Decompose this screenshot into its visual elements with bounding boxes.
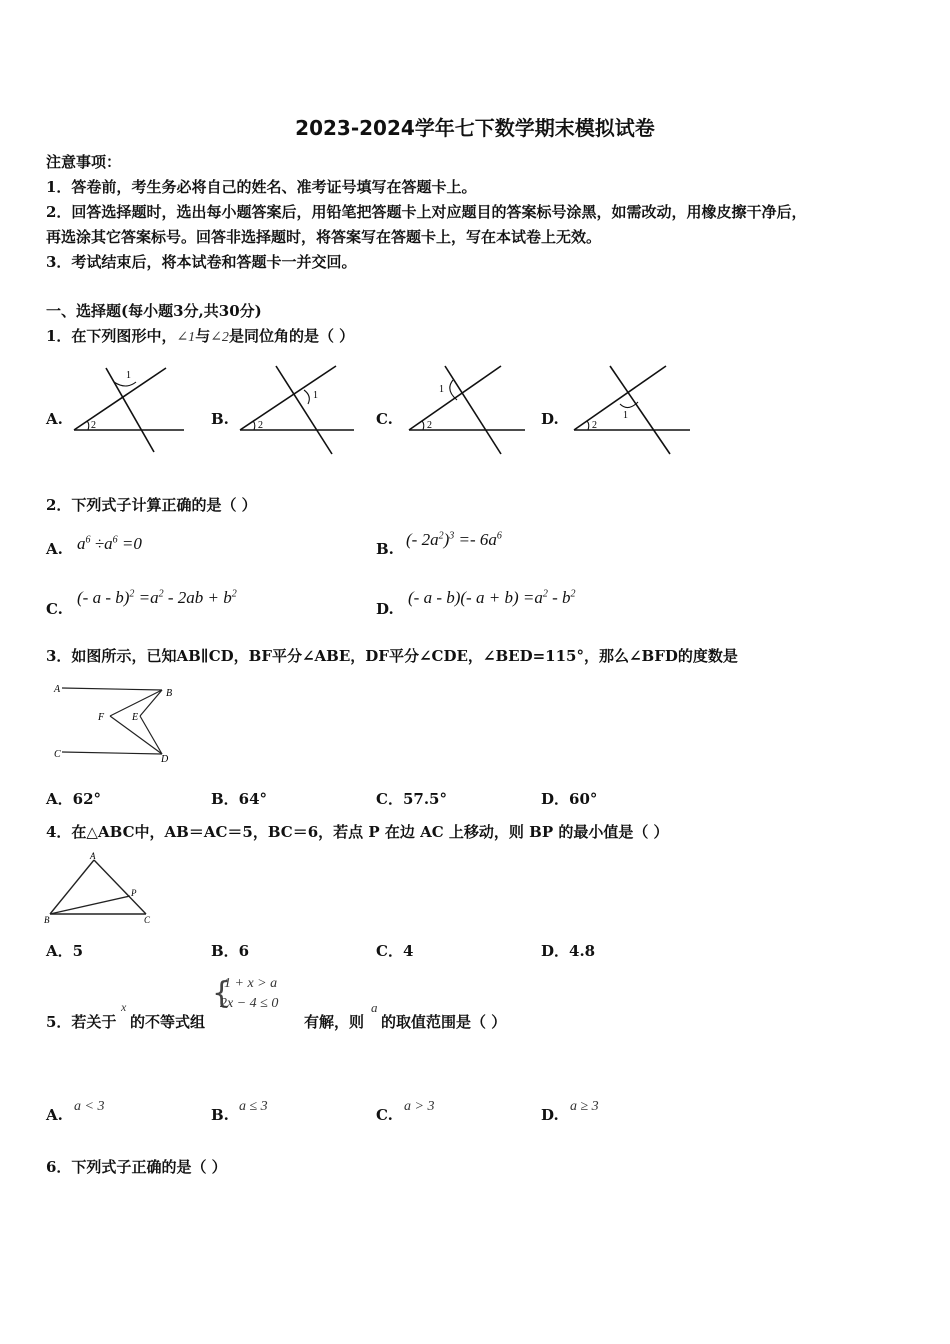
q5-option-a-label: A. (46, 1106, 63, 1124)
notice-item-2: 2．回答选择题时，选出每小题答案后，用铅笔把答题卡上对应题目的答案标号涂黑，如需改动，用橡皮擦干净后， (46, 203, 807, 221)
q3-option-b: B．64° (211, 790, 268, 808)
q1-stem-text-2: 与 (195, 327, 211, 345)
q4-label-b: B (44, 915, 50, 925)
q4-label-a: A (90, 851, 96, 861)
q1c-label-1: 1 (439, 384, 444, 395)
q2-option-d-label: D. (376, 600, 394, 618)
q5-option-d-label: D. (541, 1106, 559, 1124)
q3-label-a: A (54, 684, 61, 695)
notice-item-1: 1．答卷前，考生务必将自己的姓名、准考证号填写在答题卡上。 (46, 178, 477, 196)
question-5-stem-a: 5．若关于 (46, 1013, 117, 1031)
q3-option-c: C．57.5° (376, 790, 447, 808)
q4-label-c: C (144, 915, 151, 925)
q4-option-b: B．6 (211, 942, 250, 960)
q3-option-d: D．60° (541, 790, 598, 808)
q1-option-c-label: C. (376, 410, 393, 428)
q1-figure-a (70, 362, 188, 458)
q2-option-c-label: C. (46, 600, 63, 618)
notice-item-2-cont: 再选涂其它答案标号。回答非选择题时，将答案写在答题卡上，写在本试卷上无效。 (46, 228, 602, 246)
q5-option-d: a ≥ 3 (570, 1099, 599, 1114)
q1d-label-1: 1 (623, 410, 628, 421)
q3-label-f: F (98, 712, 105, 723)
q2-option-c-expr: (- $a - b)^2 =a^2 - 2ab + b^2$ (77, 588, 237, 607)
q3-label-c: C (54, 749, 61, 760)
q4-label-p: P (131, 888, 137, 898)
q5-inequality-system (212, 976, 302, 1016)
q2-option-a-expr: $a^6 \div a^6 =0$ (77, 534, 142, 553)
q5-option-b-label: B. (211, 1106, 229, 1124)
q5-option-a: a < 3 (74, 1099, 105, 1114)
q1b-label-2: 2 (258, 420, 263, 431)
q1-option-a-label: A. (46, 410, 63, 428)
q3-label-b: B (166, 688, 173, 699)
question-2-stem: 2．下列式子计算正确的是（ ） (46, 496, 257, 514)
q5-var-a: a (371, 1000, 378, 1015)
q5-ineq-2: 2x − 4 ≤ 0 (220, 996, 279, 1011)
notice-item-3: 3．考试结束后，将本试卷和答题卡一并交回。 (46, 253, 357, 271)
q3-label-e: E (132, 712, 139, 723)
q1d-label-2: 2 (592, 420, 597, 431)
q2-option-d-expr: (- a - b)(- $a + b) =a^2 - b^2$ (408, 588, 576, 607)
q1a-label-2: 2 (91, 420, 96, 431)
q2-option-b-label: B. (376, 540, 394, 558)
question-4-stem: 4．在△ABC中，AB＝AC＝5，BC＝6，若点 P 在边 AC 上移动，则 BP 的最小值是（ ） (46, 823, 669, 841)
q5-option-c-label: C. (376, 1106, 393, 1124)
question-1-stem (46, 325, 354, 346)
page-title: 2023-2024学年七下数学期末模拟试卷 (295, 116, 655, 140)
q1-figure-d (570, 362, 694, 458)
q2-option-a-label: A. (46, 540, 63, 558)
q1-figure-c (405, 362, 529, 458)
question-6-stem: 6．下列式子正确的是（ ） (46, 1158, 227, 1176)
q1b-label-1: 1 (313, 390, 318, 401)
q5-ineq-1: 1 + x > a (224, 976, 278, 991)
q1-angle-2: ∠2 (210, 330, 229, 345)
brace-icon: { (212, 976, 232, 1011)
q3-option-a: A．62° (46, 790, 102, 808)
q1c-label-2: 2 (427, 420, 432, 431)
notice-heading: 注意事项： (46, 153, 122, 171)
q1-stem-text: 1．在下列图形中， (46, 327, 177, 345)
section-heading: 一、选择题(每小题3分,共30分) (46, 302, 262, 320)
question-5-stem-b: 的不等式组 (130, 1013, 206, 1031)
q4-option-a: A．5 (46, 942, 84, 960)
q5-var-x: x (121, 1000, 127, 1014)
question-3-stem: 3．如图所示，已知AB∥CD，BF平分∠ABE，DF平分∠CDE，∠BED=115°，那么∠BFD的度数是 (46, 647, 738, 665)
question-5-stem-c: 有解，则 (304, 1013, 365, 1031)
question-5-stem-d: 的取值范围是（ ） (381, 1013, 507, 1031)
q1-option-d-label: D. (541, 410, 559, 428)
q4-option-d: D．4.8 (541, 942, 596, 960)
q1-angle-1: ∠1 (176, 330, 196, 345)
q1a-label-1: 1 (126, 370, 131, 381)
q1-stem-text-3: 是同位角的是（ ） (228, 327, 355, 345)
q1-figure-b (236, 362, 358, 458)
q3-figure (50, 680, 180, 766)
q3-label-d: D (161, 754, 169, 765)
q5-option-c: a > 3 (404, 1099, 435, 1114)
q1-option-b-label: B. (211, 410, 229, 428)
q4-figure (42, 850, 160, 928)
q2-option-b-expr: (- $2a^2)^3 =- 6a^6$ (406, 530, 502, 549)
q4-option-c: C．4 (376, 942, 414, 960)
q5-option-b: a ≤ 3 (239, 1099, 268, 1114)
